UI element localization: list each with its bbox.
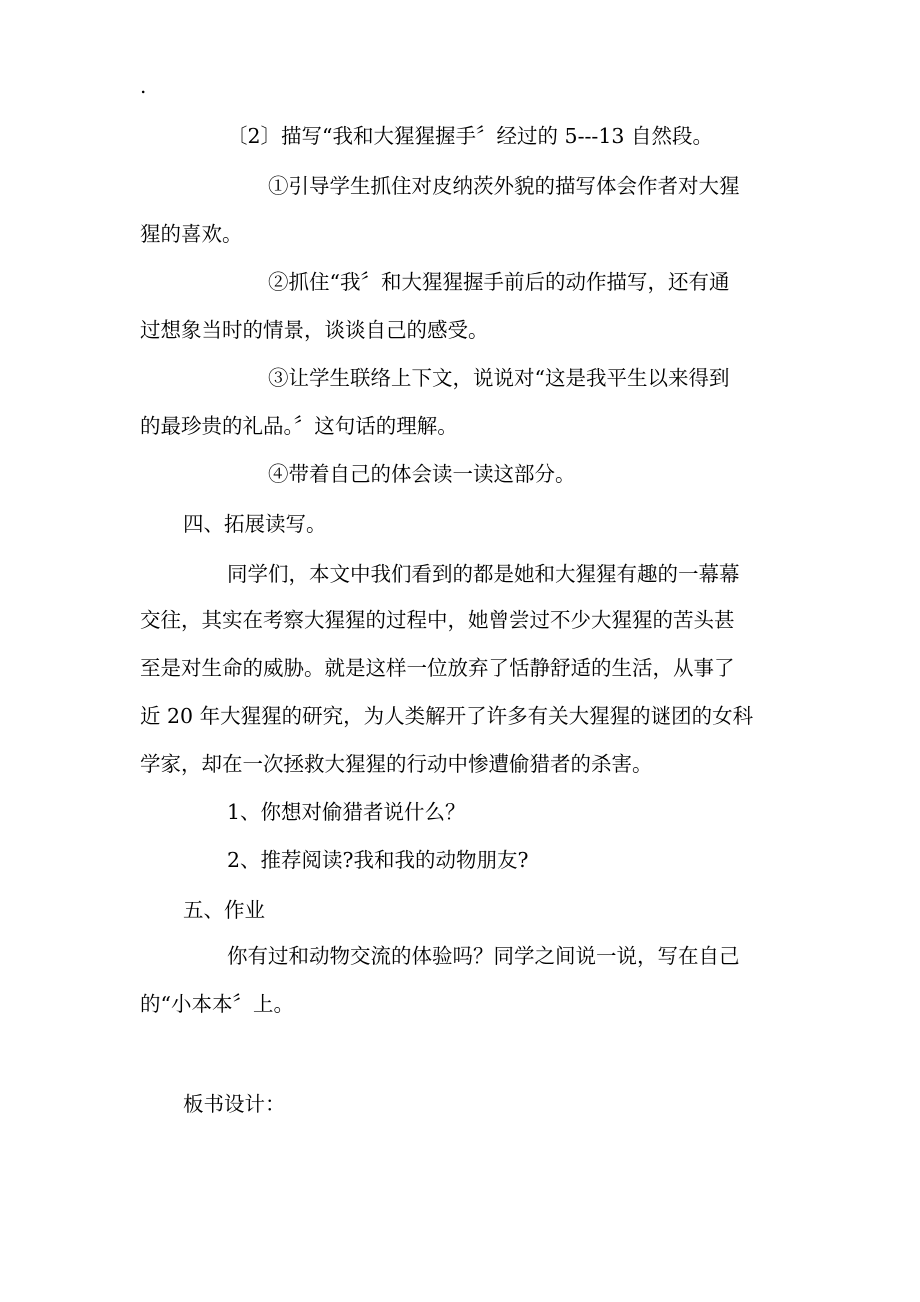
paragraph-line: ①引导学生抓住对皮纳茨外貌的描写体会作者对大猩 (268, 174, 740, 198)
list-item: 1、你想对偷猎者说什么？ (227, 800, 466, 824)
paragraph-line: 的最珍贵的礼品。〞这句话的理解。 (140, 414, 458, 438)
paragraph-line: 同学们，本文中我们看到的都是她和大猩猩有趣的一幕幕 (227, 562, 740, 586)
paragraph-line: ④带着自己的体会读一读这部分。 (268, 462, 576, 486)
paragraph-line: ②抓住“我〞和大猩猩握手前后的动作描写，还有通 (268, 270, 730, 294)
paragraph-line: 至是对生命的威胁。就是这样一位放弃了恬静舒适的生活，从事了 (140, 656, 735, 680)
paragraph-line: 学家，却在一次拯救大猩猩的行动中惨遭偷猎者的杀害。 (140, 752, 653, 776)
page-mark: . (140, 74, 147, 98)
paragraph-line: 近 20 年大猩猩的研究，为人类解开了许多有关大猩猩的谜团的女科 (140, 704, 754, 728)
paragraph-line: 猩的喜欢。 (140, 222, 243, 246)
section-heading: 板书设计： (183, 1092, 286, 1116)
list-item: 2、推荐阅读?我和我的动物朋友? (227, 848, 529, 872)
paragraph-line: 过想象当时的情景，谈谈自己的感受。 (140, 318, 489, 342)
paragraph-line: 你有过和动物交流的体验吗？同学之间说一说，写在自己 (227, 944, 740, 968)
paragraph-line: ③让学生联络上下文，说说对“这是我平生以来得到 (268, 366, 730, 390)
paragraph-line: 的“小本本〞上。 (140, 992, 294, 1016)
section-heading: 五、作业 (183, 898, 265, 922)
paragraph-line: 〔2〕描写“我和大猩猩握手〞经过的 5---13 自然段。 (227, 124, 713, 148)
paragraph-line: 交往，其实在考察大猩猩的过程中，她曾尝过不少大猩猩的苦头甚 (140, 608, 735, 632)
section-heading: 四、拓展读写。 (183, 512, 327, 536)
